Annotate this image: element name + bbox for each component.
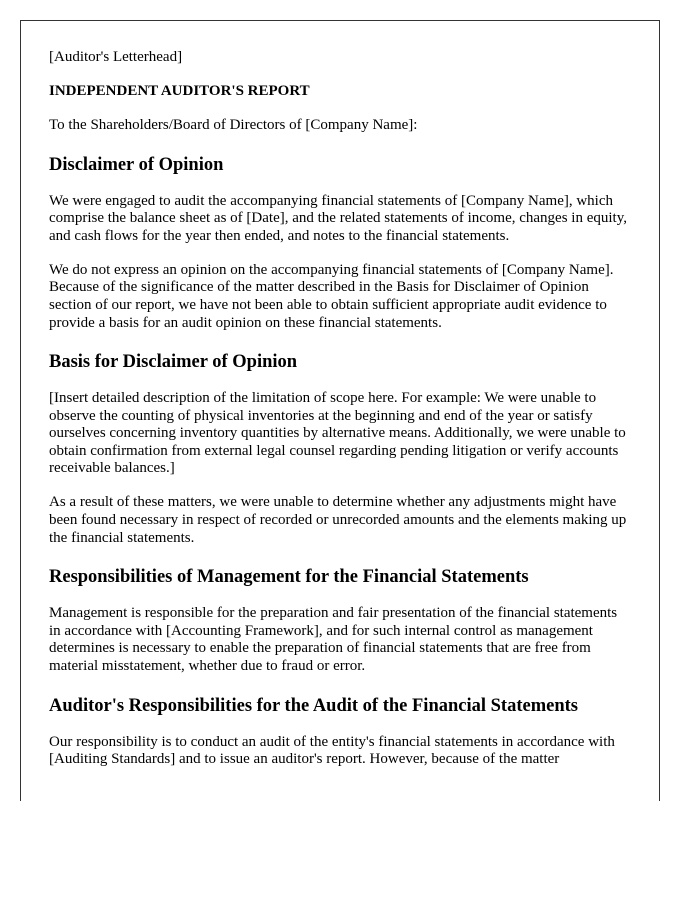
report-title: INDEPENDENT AUDITOR'S REPORT xyxy=(49,82,310,99)
addressee: To the Shareholders/Board of Directors of [Company Name]: xyxy=(49,116,418,133)
section-heading-basis: Basis for Disclaimer of Opinion xyxy=(49,352,298,373)
paragraph: We do not express an opinion on the accompanying financial statements of [Company Name]. Because of the significance of the matter described in the Basis for Disclaimer of Opinion section of our report, we have not been able to obtain sufficient appropriate audit evidence to provide a basis for an audit opinion on these financial statements. xyxy=(49,261,614,331)
paragraph: [Insert detailed description of the limitation of scope here. For example: We were unable to observe the counting of physical inventories at the beginning and end of the year or satisfy ourselves concerning inventory quantities by alternative means. Additionally, we were unable to obtain confirmation from external legal counsel regarding pending litigation or verify accounts receivable balances.] xyxy=(49,390,626,477)
section-heading-management: Responsibilities of Management for the Financial Statements xyxy=(49,567,529,588)
paragraph: We were engaged to audit the accompanying financial statements of [Company Name], which comprise the balance sheet as of [Date], and the related statements of income, changes in equity, and cash flows for the year then ended, and notes to the financial statements. xyxy=(49,192,627,244)
document-page xyxy=(20,20,660,801)
paragraph: Our responsibility is to conduct an audit of the entity's financial statements in accordance with [Auditing Standards] and to issue an auditor's report. However, because of the matter xyxy=(49,733,615,768)
section-heading-disclaimer: Disclaimer of Opinion xyxy=(49,154,224,175)
section-heading-auditor: Auditor's Responsibilities for the Audit of the Financial Statements xyxy=(49,695,578,716)
paragraph: As a result of these matters, we were unable to determine whether any adjustments might have been found necessary in respect of recorded or unrecorded amounts and the elements making up the financial statements. xyxy=(49,494,627,546)
letterhead: [Auditor's Letterhead] xyxy=(49,49,183,65)
paragraph: Management is responsible for the preparation and fair presentation of the financial statements in accordance with [Accounting Framework], and for such internal control as management determines is necessary to enable the preparation of financial statements that are free from material misstatement, whether due to fraud or error. xyxy=(49,605,618,675)
